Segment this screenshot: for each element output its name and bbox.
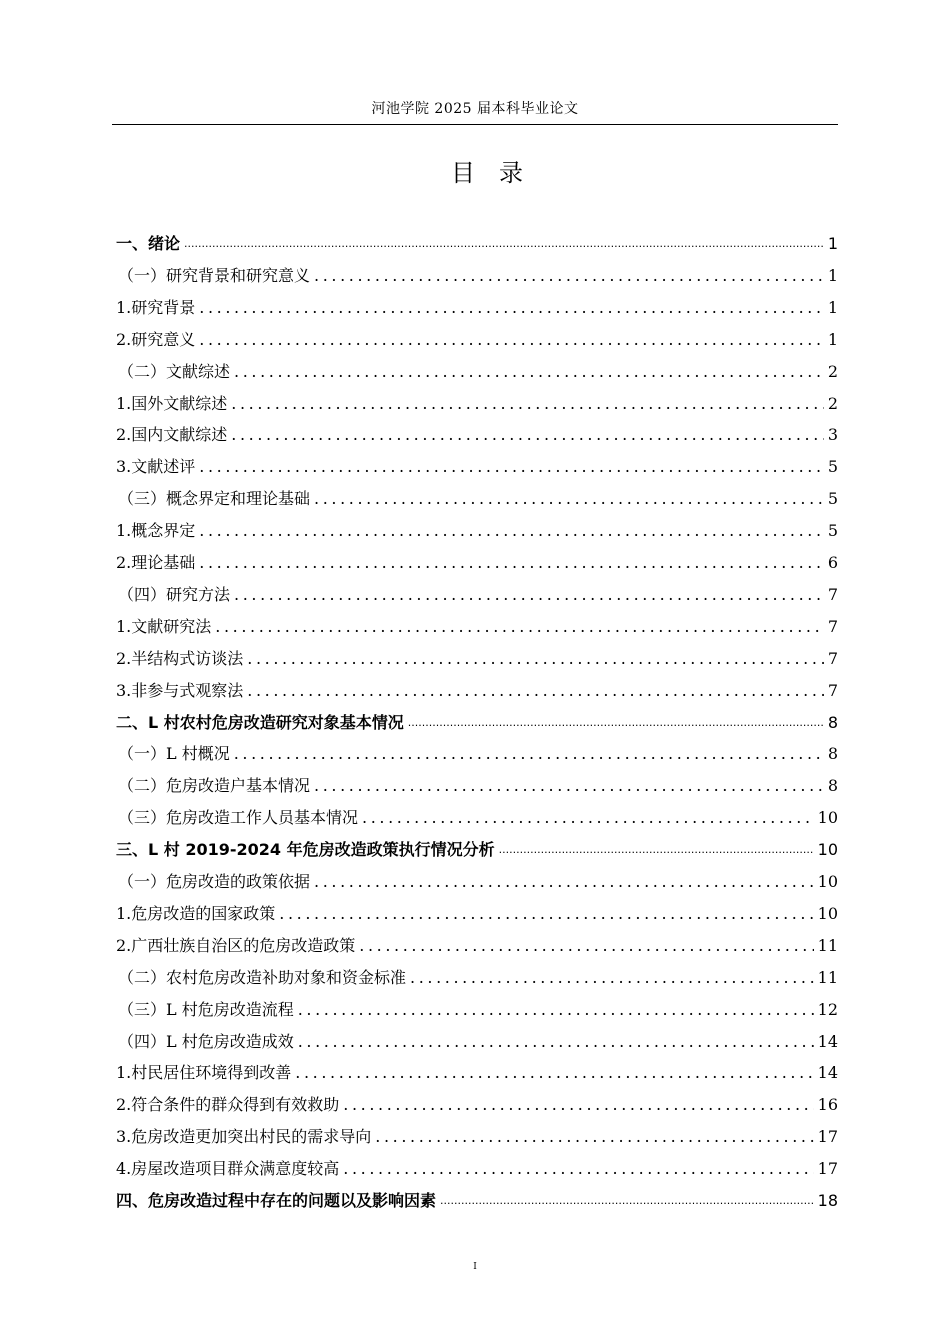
toc-dot-leader [279,904,813,924]
toc-entry-page: 1 [827,234,838,253]
toc-entry-page: 10 [817,840,838,860]
toc-entry[interactable] [116,868,838,892]
toc-dot-leader [408,713,824,733]
toc-entry-page: 14 [817,1031,838,1051]
toc-entry-label: 4.房屋改造项目群众满意度较高 [116,1159,340,1179]
toc-entry-label: 1.概念界定 [116,521,196,541]
toc-entry[interactable] [116,836,838,860]
toc-dot-leader [199,330,824,350]
toc-entry-label: （二）危房改造户基本情况 [118,776,311,796]
toc-entry[interactable] [116,1091,838,1115]
toc-entry-page: 7 [827,680,838,700]
toc-dot-leader [499,840,814,860]
toc-entry-label: 1.研究背景 [116,297,196,317]
toc-entry[interactable] [116,294,838,318]
toc-entry-label: 2.广西壮族自治区的危房改造政策 [116,935,356,955]
toc-dot-leader [247,681,824,701]
toc-entry-page: 5 [827,457,838,477]
toc-entry-page: 12 [817,999,838,1019]
toc-entry-page: 3 [827,425,838,445]
toc-entry[interactable] [116,1155,838,1179]
toc-entry-label: 1.危房改造的国家政策 [116,903,276,923]
toc-entry-page: 17 [817,1127,838,1147]
toc-entry-label: 2.国内文献综述 [116,425,228,445]
toc-entry[interactable] [116,709,838,733]
toc-entry-page: 1 [827,329,838,349]
toc-dot-leader [199,298,824,318]
toc-entry-page: 5 [827,489,838,509]
toc-dot-leader [234,744,824,764]
toc-entry-label: （三）概念界定和理论基础 [118,489,311,509]
toc-entry[interactable] [116,326,838,350]
toc-entry-page: 10 [817,872,838,891]
toc-dot-leader [234,362,824,382]
toc-entry-label: （四）L 村危房改造成效 [118,1031,294,1051]
toc-entry[interactable] [116,517,838,541]
toc-entry-page: 8 [827,712,838,732]
toc-entry[interactable] [116,390,838,414]
toc-entry-page: 5 [827,521,838,541]
toc-entry[interactable] [116,645,838,669]
toc-entry[interactable] [116,230,838,254]
toc-entry-label: 2.研究意义 [116,329,196,349]
toc-entry-label: 1.文献研究法 [116,616,212,636]
toc-entry-label: 2.半结构式访谈法 [116,648,244,668]
toc-entry-page: 2 [827,393,838,413]
toc-entry[interactable] [116,996,838,1020]
toc-dot-leader [314,489,824,509]
toc-entry[interactable] [116,1028,838,1052]
toc-entry-label: 三、L 村 2019-2024 年危房改造政策执行情况分析 [116,840,495,860]
toc-entry[interactable] [116,772,838,796]
toc-entry-label: 2.符合条件的群众得到有效救助 [116,1095,340,1115]
toc-entry-page: 1 [827,297,838,317]
toc-entry[interactable] [116,485,838,509]
toc-dot-leader [199,457,824,477]
toc-entry-page: 14 [817,1063,838,1083]
toc-entry[interactable] [116,804,838,828]
toc-entry-label: （三）L 村危房改造流程 [118,999,294,1019]
toc-dot-leader [343,1159,813,1179]
toc-entry-label: （四）研究方法 [118,584,231,604]
header-rule [112,124,838,125]
toc-dot-leader [231,425,824,445]
toc-entry[interactable] [116,740,838,764]
toc-entry-label: 2.理论基础 [116,553,196,572]
toc-dot-leader [410,968,814,988]
toc-entry[interactable] [116,613,838,637]
toc-entry-label: （一）L 村概况 [118,744,230,764]
toc-entry[interactable] [116,421,838,445]
toc-dot-leader [199,521,824,541]
toc-entry-page: 2 [827,361,838,381]
toc-entry[interactable] [116,1059,838,1083]
toc-entry-page: 10 [817,808,838,828]
toc-dot-leader [359,936,813,956]
toc-entry-label: （一）危房改造的政策依据 [118,872,311,891]
toc-dot-leader [298,1000,814,1020]
toc-entry[interactable] [116,358,838,382]
toc-entry-label: （二）农村危房改造补助对象和资金标准 [118,967,407,987]
toc-entry[interactable] [116,1123,838,1147]
toc-dot-leader [440,1191,814,1211]
toc-dot-leader [215,617,824,637]
toc-entry-page: 6 [827,553,838,572]
page-number: I [473,1262,477,1272]
toc-dot-leader [362,808,814,828]
toc-dot-leader [314,266,824,286]
toc-entry[interactable] [116,1187,838,1211]
toc-entry[interactable] [116,453,838,477]
toc-entry-label: 3.文献述评 [116,457,196,477]
toc-entry-page: 10 [817,903,838,923]
toc-dot-leader [231,394,824,414]
toc-entry-label: 二、L 村农村危房改造研究对象基本情况 [116,712,404,732]
toc-dot-leader [375,1127,813,1147]
toc-entry-label: （一）研究背景和研究意义 [118,265,311,285]
toc-dot-leader [199,553,824,573]
toc-entry-page: 17 [817,1159,838,1179]
toc-dot-leader [234,585,824,605]
toc-entry-page: 8 [827,776,838,796]
toc-entry-page: 11 [817,935,838,955]
toc-entry[interactable] [116,549,838,573]
toc-dot-leader [298,1032,814,1052]
toc-entry[interactable] [116,900,838,924]
toc-entry-page: 7 [827,616,838,636]
toc-entry-label: 1.国外文献综述 [116,393,228,413]
toc-dot-leader [295,1063,813,1083]
toc-entry-label: 四、危房改造过程中存在的问题以及影响因素 [116,1191,437,1210]
toc-entry[interactable] [116,932,838,956]
toc-entry-page: 16 [817,1095,838,1115]
toc-dot-leader [343,1095,813,1115]
toc-entry[interactable] [116,262,838,286]
toc-dot-leader [314,776,824,796]
toc-entry[interactable] [116,964,838,988]
toc-entry-page: 18 [817,1191,838,1210]
toc-entry-page: 11 [817,967,838,987]
toc-entry[interactable] [116,581,838,605]
toc-entry[interactable] [116,677,838,701]
toc-entry-label: （二）文献综述 [118,361,231,381]
toc-entry-page: 7 [827,648,838,668]
toc-dot-leader [314,872,814,892]
toc-entry-label: （三）危房改造工作人员基本情况 [118,808,359,828]
toc-entry-label: 一、绪论 [116,234,181,253]
toc-entry-page: 7 [827,584,838,604]
toc-entry-label: 1.村民居住环境得到改善 [116,1063,292,1083]
toc-entry-label: 3.危房改造更加突出村民的需求导向 [116,1127,372,1147]
toc-entry-label: 3.非参与式观察法 [116,680,244,700]
toc-title: 目录 [451,159,547,187]
running-header: 河池学院 2025 届本科毕业论文 [371,101,579,117]
toc-entry-page: 8 [827,744,838,764]
toc-dot-leader [247,649,824,669]
toc-dot-leader [184,234,824,254]
toc-entry-page: 1 [827,265,838,285]
